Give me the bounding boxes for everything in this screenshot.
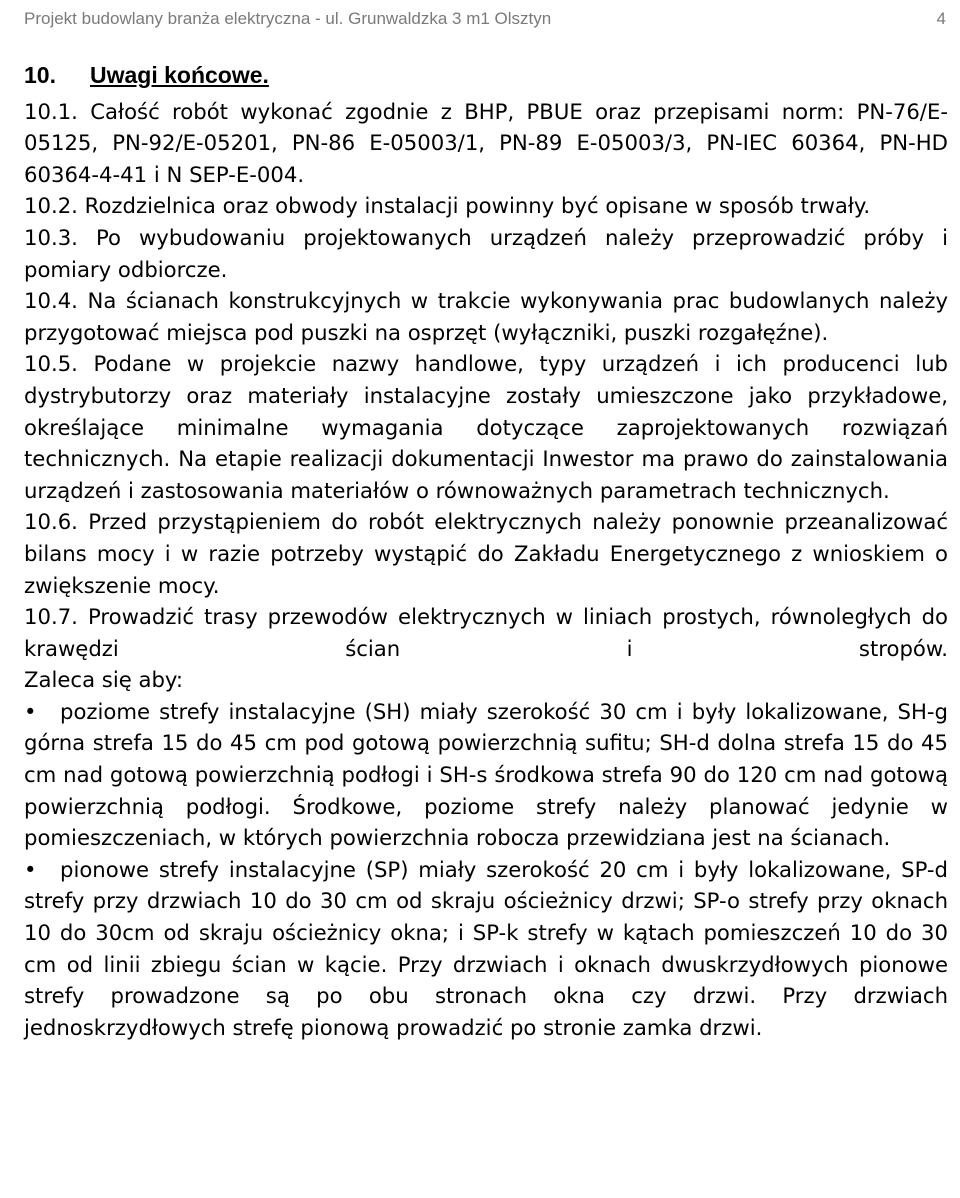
item-text: Podane w projekcie nazwy handlowe, typy urządzeń i ich producenci lub dystrybutorzy oraz materiały instalacyjne zostały umieszczone jako przykładowe, określające minimalne wymagania dotyczące zaprojektowanych rozwiązań technicznych. Na etapie realizacji dokumentacji Inwestor ma prawo do zainstalowania urządzeń i zastosowania materiałów o równoważnych parametrach technicznych. bbox=[24, 351, 948, 503]
list-item bbox=[24, 506, 948, 601]
item-number: 10.6. bbox=[24, 509, 78, 535]
list-item bbox=[24, 601, 948, 664]
document-body bbox=[24, 60, 948, 1043]
list-item bbox=[24, 348, 948, 506]
item-number: 10.2. bbox=[24, 193, 78, 219]
bullet-list bbox=[24, 696, 948, 1044]
item-number: 10.4. bbox=[24, 288, 78, 314]
section-title: Uwagi końcowe. bbox=[90, 62, 269, 88]
item-text: Całość robót wykonać zgodnie z BHP, PBUE oraz przepisami norm: PN-76/E-05125, PN-92/E-05201, PN-86 E-05003/1, PN-89 E-05003/3, PN-IEC 60364, PN-HD 60364-4-41 i N SEP-E-004. bbox=[24, 98, 948, 187]
section-heading bbox=[24, 60, 948, 92]
bullet-text: poziome strefy instalacyjne (SH) miały szerokość 30 cm i były lokalizowane, SH-g górna strefa 15 do 45 cm pod gotową powierzchnią sufitu; SH-d dolna strefa 15 do 45 cm nad gotową powierzchnią podłogi i SH-s środkowa strefa 90 do 120 cm nad gotową powierzchnią podłogi. Środkowe, poziome strefy należy planować jedynie w pomieszczeniach, w których powierzchnia robocza przewidziana jest na ścianach. bbox=[24, 698, 948, 851]
list-item bbox=[24, 222, 948, 285]
header-title: Projekt budowlany branża elektryczna - ul. Grunwaldzka 3 m1 Olsztyn bbox=[24, 9, 552, 28]
item-number: 10.7. bbox=[24, 604, 78, 630]
bullet-icon: • bbox=[24, 856, 37, 882]
item-text: Przed przystąpieniem do robót elektrycznych należy ponownie przeanalizować bilans mocy i w razie potrzeby wystąpić do Zakładu Energetycznego z wnioskiem o zwiększenie mocy. bbox=[24, 509, 948, 598]
page-number: 4 bbox=[936, 9, 946, 28]
list-item bbox=[24, 96, 948, 191]
bullet-item bbox=[24, 854, 948, 1044]
item-number: 10.1. bbox=[24, 98, 78, 124]
bullet-item bbox=[24, 696, 948, 854]
item-text: Po wybudowaniu projektowanych urządzeń należy przeprowadzić próby i pomiary odbiorcze. bbox=[24, 224, 948, 282]
item-text: Na ścianach konstrukcyjnych w trakcie wykonywania prac budowlanych należy przygotować miejsca pod puszki na osprzęt (wyłączniki, puszki rozgałęźne). bbox=[24, 288, 948, 345]
bullet-icon: • bbox=[24, 698, 37, 724]
item-number: 10.3. bbox=[24, 224, 78, 250]
page-header bbox=[24, 0, 946, 38]
item-text: Rozdzielnica oraz obwody instalacji powinny być opisane w sposób trwały. bbox=[84, 193, 871, 219]
list-item bbox=[24, 285, 948, 348]
item-number: 10.5. bbox=[24, 351, 78, 377]
item-text: Prowadzić trasy przewodów elektrycznych w liniach prostych, równoległych do krawędzi ścian i stropów. bbox=[24, 604, 948, 661]
bullet-text: pionowe strefy instalacyjne (SP) miały szerokość 20 cm i były lokalizowane, SP-d strefy przy drzwiach 10 do 30 cm od skraju ościeżnicy drzwi; SP-o strefy przy oknach 10 do 30cm od skraju ościeżnicy okna; i SP-k strefy w kątach pomieszczeń 10 do 30 cm od linii zbiegu ścian w kącie. Przy drzwiach i oknach dwuskrzydłowych pionowe strefy prowadzone są po obu stronach okna czy drzwi. Przy drzwiach jednoskrzydłowych strefę pionową prowadzić po stronie zamka drzwi. bbox=[24, 856, 948, 1040]
section-number: 10. bbox=[24, 62, 56, 88]
item-followup-text: Zaleca się aby: bbox=[24, 667, 184, 693]
list-item bbox=[24, 190, 948, 222]
